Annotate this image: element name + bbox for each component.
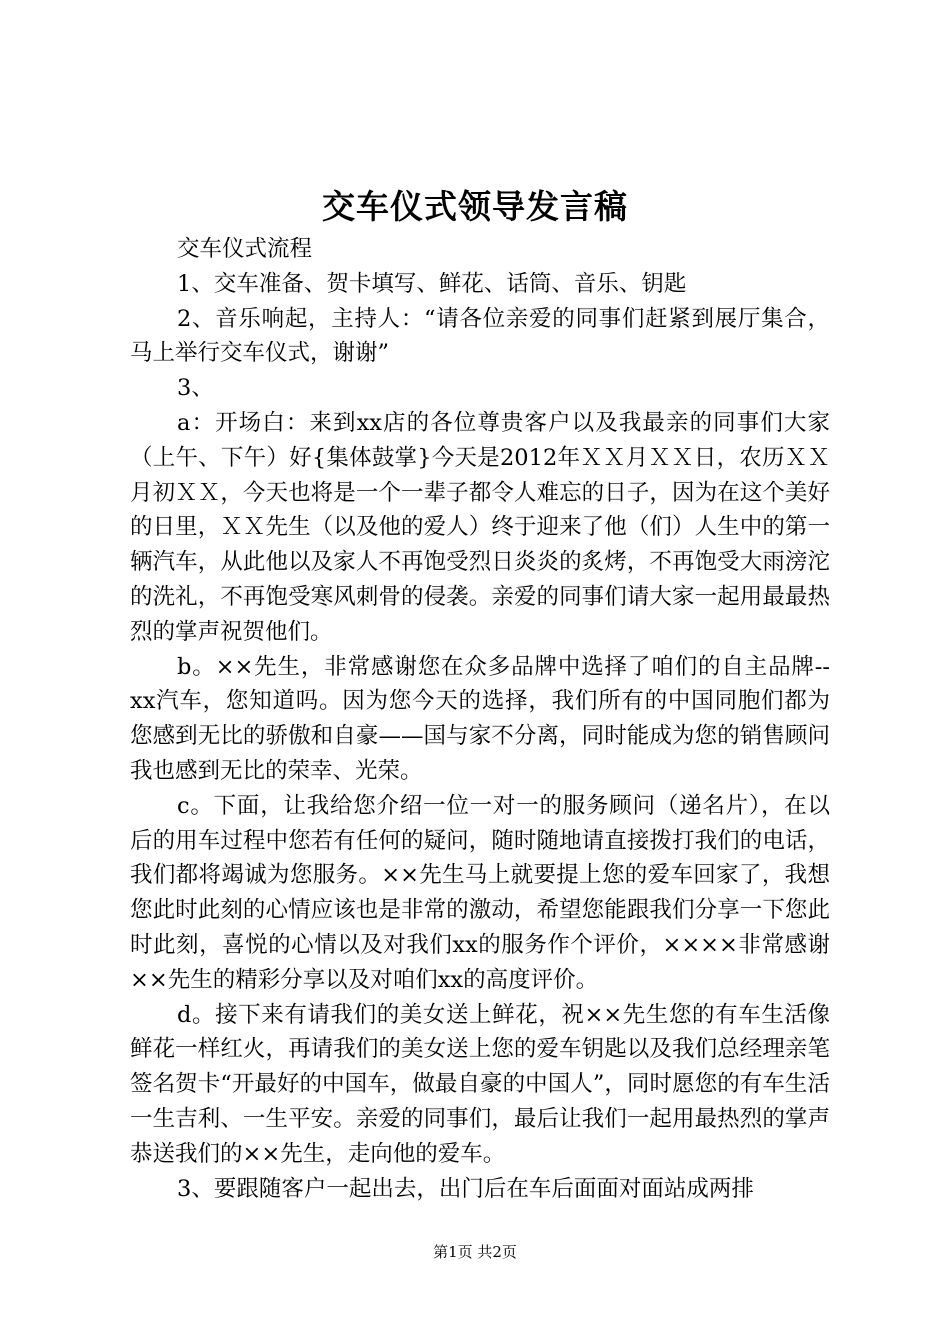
paragraph-opening-a: a：开场白：来到xx店的各位尊贵客户以及我最亲的同事们大家（上午、下午）好{集体鼓掌}今天是2012年ＸＸ月ＸＸ日，农历ＸＸ月初ＸＸ，今天也将是一个一辈子都令人难忘的日子，因为在这个美好的日里，ＸＸ先生（以及他的爱人）终于迎来了他（们）人生中的第一辆汽车，从此他以及家人不再饱受烈日炎炎的炙烤，不再饱受大雨滂沱的洗礼，不再饱受寒风刺骨的侵袭。亲爱的同事们请大家一起用最最热烈的掌声祝贺他们。 bbox=[130, 409, 830, 645]
paragraph-section-b: b。××先生，非常感谢您在众多品牌中选择了咱们的自主品牌--xx汽车，您知道吗。因为您今天的选择，我们所有的中国同胞们都为您感到无比的骄傲和自豪——国与家不分离，同时能成为您的销售顾问我也感到无比的荣幸、光荣。 bbox=[130, 653, 830, 784]
paragraph-step-3-follow: 3、要跟随客户一起出去，出门后在车后面面对面站成两排 bbox=[177, 1175, 754, 1202]
page-footer: 第1页 共2页 bbox=[433, 1243, 517, 1261]
paragraph-step-1: 1、交车准备、贺卡填写、鲜花、话筒、音乐、钥匙 bbox=[177, 270, 687, 297]
paragraph-process-heading: 交车仪式流程 bbox=[177, 236, 313, 262]
paragraph-step-3: 3、 bbox=[177, 375, 214, 402]
document-title: 交车仪式领导发言稿 bbox=[322, 187, 628, 226]
document-body bbox=[130, 232, 830, 1206]
paragraph-step-2: 2、音乐响起，主持人：“请各位亲爱的同事们赶紧到展厅集合，马上举行交车仪式，谢谢” bbox=[130, 305, 830, 367]
paragraph-section-d: d。接下来有请我们的美女送上鲜花，祝××先生您的有车生活像鲜花一样红火，再请我们的美女送上您的爱车钥匙以及我们总经理亲笔签名贺卡“开最好的中国车，做最自豪的中国人”，同时愿您的有车生活一生吉利、一生平安。亲爱的同事们，最后让我们一起用最热烈的掌声恭送我们的××先生，走向他的爱车。 bbox=[130, 1001, 830, 1167]
paragraph-section-c: c。下面，让我给您介绍一位一对一的服务顾问（递名片），在以后的用车过程中您若有任何的疑问，随时随地请直接拨打我们的电话，我们都将竭诚为您服务。××先生马上就要提上您的爱车回家了，我想您此时此刻的心情应该也是非常的激动，希望您能跟我们分享一下您此时此刻，喜悦的心情以及对我们xx的服务作个评价，××××非常感谢××先生的精彩分享以及对咱们xx的高度评价。 bbox=[130, 792, 830, 993]
